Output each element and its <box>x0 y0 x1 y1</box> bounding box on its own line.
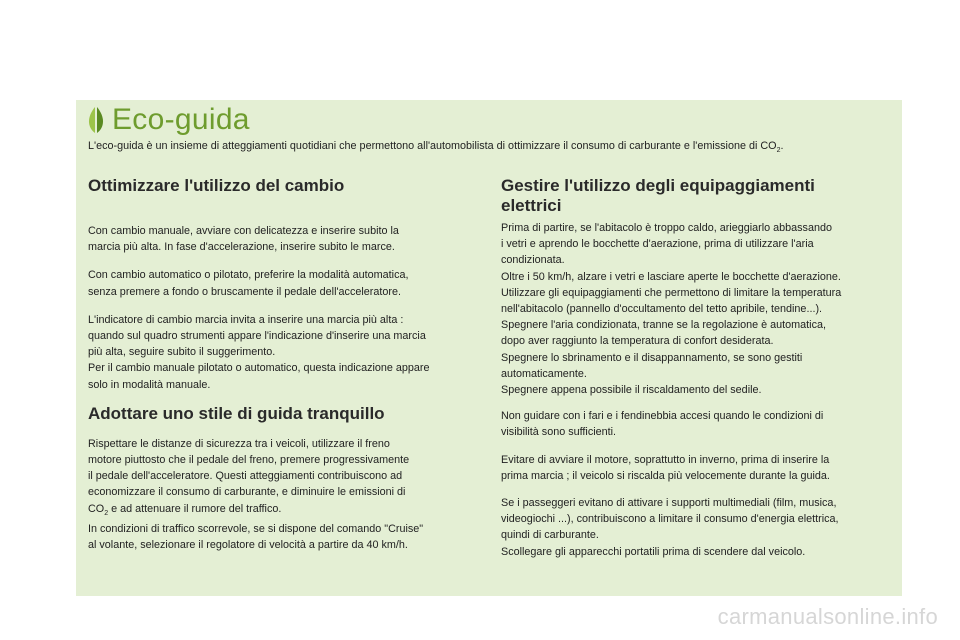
paragraph-cruise-control: In condizioni di traffico scorrevole, se si dispone del comando "Cruise" al volante, selezionare il regolatore di velocità a partire da 40 km/h. <box>88 522 424 552</box>
paragraph-air-conditioning: Prima di partire, se l'abitacolo è troppo caldo, arieggiarlo abbassando i vetri e aprendo le bocchette d'aerazione, prima di utilizzare l'aria condizionata. Oltre i 50 km/h, alzare i vetri e lasciare aperte le bocchette d'aerazione. Utilizzare gli equipaggiamenti che permettono di limitare la temperatura nell'abitacolo (pannello d'occultamento del tetto apribile, tendine...). Spegnere l'aria condizionata, tranne se la regolazione è automatica, dopo aver raggiunto la temperatura di confort desiderata. Spegnere lo sbrinamento e il disappannamento, se sono gestiti automaticamente. Spegnere appena possibile il riscaldamento del sedile. <box>501 222 842 397</box>
paragraph-automatic-gearbox: Con cambio automatico o pilotato, preferire la modalità automatica, senza premere a fondo o bruscamente il pedale dell'acceleratore. <box>88 269 409 298</box>
section-heading-driving-style: Adottare uno stile di guida tranquillo <box>88 403 385 423</box>
intro-text: L'eco-guida è un insieme di atteggiamenti quotidiani che permettono all'automobilista di ottimizzare il consumo di carburante e l'emissione di $CO_2$. <box>88 140 784 155</box>
leaf-icon <box>84 106 108 134</box>
paragraph-engine-start: Evitare di avviare il motore, soprattutto in inverno, prima di inserire la prima marcia ; il veicolo si riscalda più velocemente durante la guida. <box>501 453 830 482</box>
section-heading-electrical-equipment: Gestire l'utilizzo degli equipaggiamenti elettrici <box>501 176 815 215</box>
paragraph-gear-indicator: L'indicatore di cambio marcia invita a inserire una marcia più alta : quando sul quadro strumenti appare l'indicazione d'inserire una marcia più alta, seguire subito il suggerimento. Per il cambio manuale pilotato o automatico, questa indicazione appare solo in modalità manuale. <box>88 313 430 391</box>
paragraph-manual-gearbox: Con cambio manuale, avviare con delicatezza e inserire subito la marcia più alta. In fase d'accelerazione, inserire subito le marce. <box>88 225 399 254</box>
watermark: carmanualsonline.info <box>717 604 938 629</box>
paragraph-lights: Non guidare con i fari e i fendinebbia accesi quando le condizioni di visibilità sono sufficienti. <box>501 410 824 439</box>
page-title: Eco-guida <box>112 103 250 136</box>
left-column <box>88 176 480 553</box>
right-column <box>501 176 893 560</box>
paragraph-safety-distance: Rispettare le distanze di sicurezza tra i veicoli, utilizzare il freno motore piuttosto che il pedale del freno, premere progressivamente il pedale dell'acceleratore. Questi atteggiamenti contribuiscono ad economizzare il consumo di carburante, e diminuire le emissioni di $CO_2$ e ad attenuare il rumore del traffico. <box>88 437 410 517</box>
paragraph-multimedia: Se i passeggeri evitano di attivare i supporti multimediali (film, musica, videogiochi ...), contribuiscono a limitare il consumo d'energia elettrica, quindi di carburante. Scollegare gli apparecchi portatili prima di scendere dal veicolo. <box>501 497 839 558</box>
section-heading-gearbox: Ottimizzare l'utilizzo del cambio <box>88 176 345 195</box>
